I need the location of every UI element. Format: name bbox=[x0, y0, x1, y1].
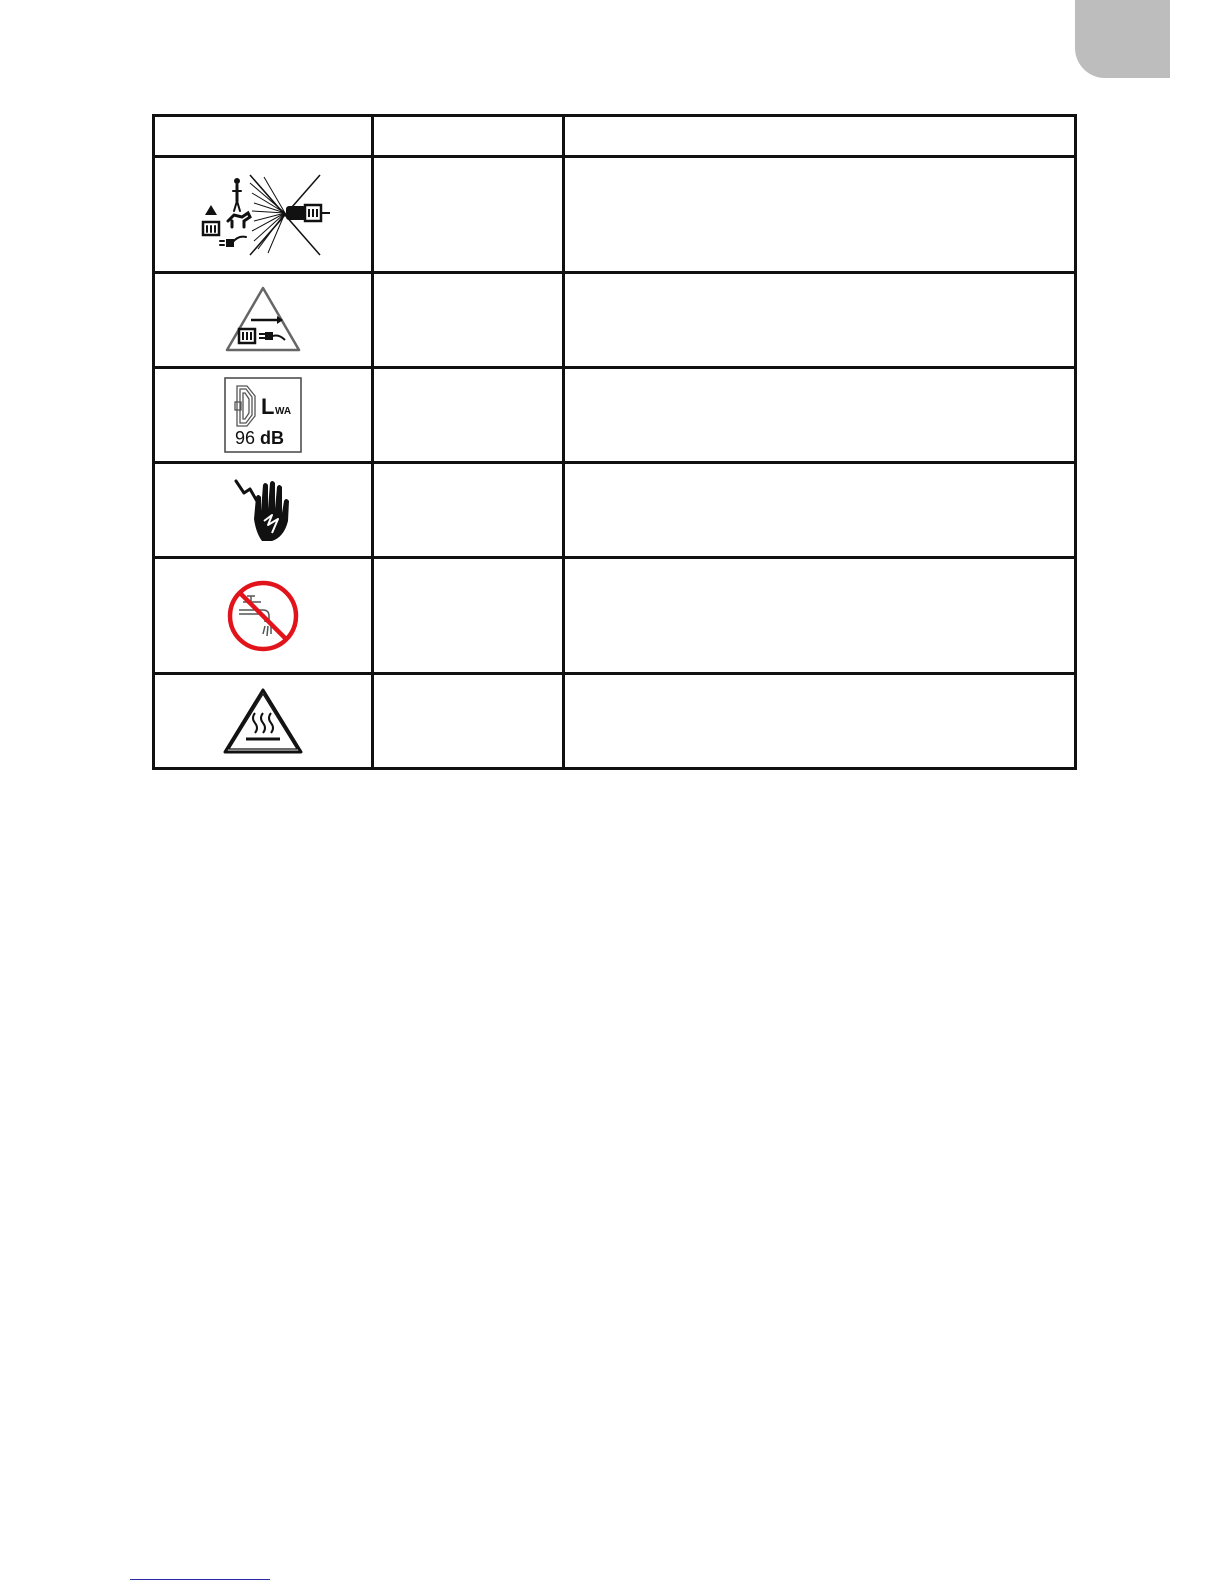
sound-subscript: WA bbox=[275, 406, 292, 417]
symbol-description bbox=[564, 463, 1076, 558]
no-water-tap-icon bbox=[225, 578, 301, 654]
symbol-cell bbox=[154, 558, 373, 674]
unplug-before-maintenance-icon bbox=[223, 284, 303, 356]
sound-symbol: L bbox=[261, 394, 275, 419]
sound-unit: dB bbox=[260, 428, 284, 448]
symbol-description bbox=[564, 674, 1076, 769]
footer-link-underline bbox=[130, 1579, 270, 1580]
table-row bbox=[154, 273, 1076, 368]
symbol-cell bbox=[154, 463, 373, 558]
symbol-name bbox=[373, 157, 564, 273]
symbol-cell bbox=[154, 273, 373, 368]
header-name bbox=[373, 116, 564, 157]
safety-symbols-table bbox=[152, 114, 1077, 770]
symbol-description bbox=[564, 273, 1076, 368]
symbol-name bbox=[373, 674, 564, 769]
page-corner-tab bbox=[1075, 0, 1170, 78]
symbol-description bbox=[564, 558, 1076, 674]
table-row bbox=[154, 674, 1076, 769]
symbol-name bbox=[373, 368, 564, 463]
electric-shock-hand-icon bbox=[228, 475, 298, 545]
table-row bbox=[154, 157, 1076, 273]
sound-value: 96 bbox=[235, 428, 256, 448]
symbol-description bbox=[564, 157, 1076, 273]
sound-power-level-icon bbox=[223, 376, 303, 454]
spray-hazard-keep-away-icon bbox=[188, 165, 338, 265]
symbol-name bbox=[373, 463, 564, 558]
symbol-cell bbox=[154, 157, 373, 273]
table-header-row bbox=[154, 116, 1076, 157]
symbol-cell bbox=[154, 368, 373, 463]
symbol-name bbox=[373, 558, 564, 674]
table-row bbox=[154, 558, 1076, 674]
symbol-description bbox=[564, 368, 1076, 463]
header-symbol bbox=[154, 116, 373, 157]
table-row bbox=[154, 368, 1076, 463]
table-row bbox=[154, 463, 1076, 558]
hot-surface-warning-icon bbox=[222, 687, 304, 755]
symbol-cell bbox=[154, 674, 373, 769]
header-description bbox=[564, 116, 1076, 157]
symbol-name bbox=[373, 273, 564, 368]
